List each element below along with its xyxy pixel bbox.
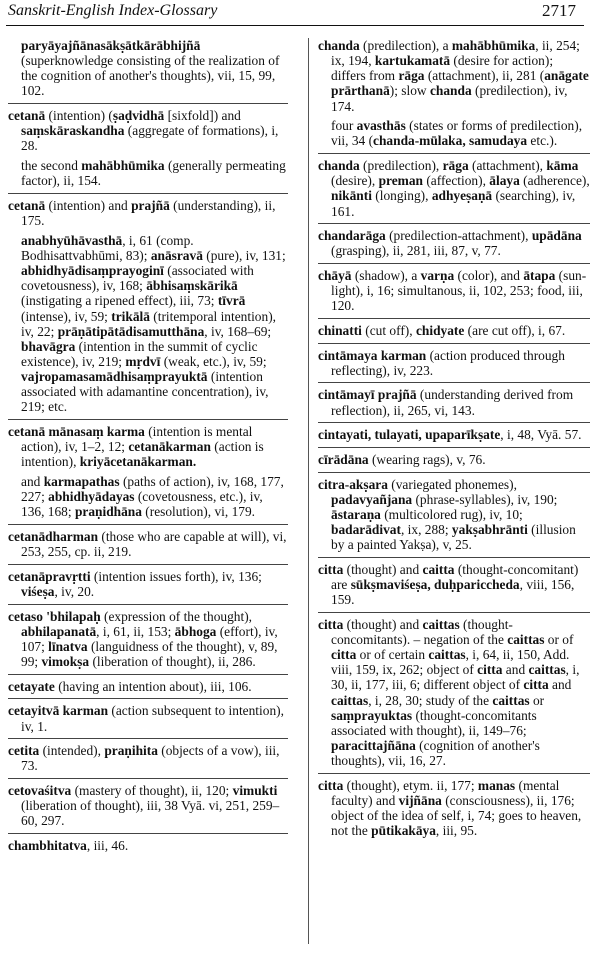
entry-separator — [318, 557, 590, 558]
entry-separator — [8, 604, 288, 605]
glossary-entry: cetanā (intention) (ṣaḍvidhā [sixfold]) and saṃskāraskandha (aggregate of formations), i, 28. — [8, 108, 279, 154]
glossary-entry: cetayate (having an intention about), iii, 106. — [8, 678, 252, 694]
entry-separator — [8, 524, 288, 525]
glossary-entry: chanda (predilection), rāga (attachment), kāma (desire), preman (affection), ālaya (adherence), nikānti (longing), adhyeṣaṇā (searching), iv, 161. — [318, 158, 590, 219]
entry-separator — [318, 472, 590, 473]
glossary-subentry: and karmapathas (paths of action), iv, 168, 177, 227; abhidhyādayas (covetousness, etc.), iv, 136, 168; praṇidhāna (resolution), vi, 179. — [21, 474, 284, 520]
entry-separator — [8, 564, 288, 565]
glossary-entry: citta (thought), etym. ii, 177; manas (mental faculty) and vijñāna (consciousness), ii, 176; object of the idea of self, i, 74; goes to heaven, not the pūtikakāya, iii, 95. — [318, 777, 582, 839]
glossary-subentry: four avasthās (states or forms of predilection), vii, 34 (chanda-mūlaka, samudaya etc.). — [331, 118, 583, 149]
glossary-entry: cīrādāna (wearing rags), v, 76. — [318, 451, 486, 467]
entry-separator — [8, 738, 288, 739]
glossary-entry: cetaso 'bhilapaḥ (expression of the thought), abhilapanatā, i, 61, ii, 153; ābhoga (effort), iv, 107; līnatva (languidness of the thought), v, 89, 99; vimokṣa (liberation of thought), ii, 286. — [8, 608, 278, 670]
entry-separator — [318, 318, 590, 319]
glossary-entry: cetayitvā karman (action subsequent to intention), iv, 1. — [8, 703, 284, 734]
glossary-entry: cetanā mānasaṃ karma (intention is mental action), iv, 1–2, 12; cetanākarman (action is intention), kriyācetanākarman. — [8, 424, 264, 470]
entry-separator — [8, 833, 288, 834]
entry-separator — [318, 223, 590, 224]
entry-separator — [318, 382, 590, 383]
running-title: Sanskrit-English Index-Glossary — [8, 2, 218, 19]
glossary-subentry: anabhyūhāvasthā, i, 61 (comp. Bodhisattvabhūmi, 83); anāsravā (pure), iv, 131; abhidhyādisaṃprayoginī (associated with covetousness), iv, 168; ābhisaṃskārikā (instigating a ripened effect), iii, 73; tīvrā (intense), iv, 59; trikālā (tritemporal intention), iv, 22; prāṇātipātādisamutthāna, iv, 168–69; bhavāgra (intention in the summit of cyclic existence), iv, 219; mṛdvī (weak, etc.), iv, 59; vajropamasamādhisaṃprayuktā (intention associated with adamantine concentration), iv, 219; etc. — [21, 232, 286, 415]
entry-separator — [8, 778, 288, 779]
glossary-subentry: paryāyajñānasākṣātkārābhijñā (superknowledge consisting of the realization of the cognition of another's thoughts), vii, 15, 99, 102. — [21, 38, 280, 99]
entry-separator — [318, 773, 590, 774]
glossary-entry: cetita (intended), praṇihita (objects of a vow), iii, 73. — [8, 743, 280, 774]
glossary-entry: citra-akṣara (variegated phonemes), padavyañjana (phrase-syllables), iv, 190; āstaraṇa (multicolored rug), iv, 10; badarādivat, ix, 288; yakṣabhrānti (illusion by a painted Yakṣa), v, 25. — [318, 476, 576, 553]
entry-separator — [318, 422, 590, 423]
entry-separator — [318, 343, 590, 344]
glossary-entry: chāyā (shadow), a varṇa (color), and ātapa (sun-light), i, 16; simultanous, ii, 102, 253; food, iii, 120. — [318, 268, 587, 314]
glossary-entry: citta (thought) and caitta (thought-concomitant) are sūkṣmaviśeṣa, duḥparicchedа, viii, 156, 159. — [318, 561, 579, 608]
entry-separator — [8, 674, 288, 675]
glossary-entry: cetovaśitva (mastery of thought), ii, 120; vimukti (liberation of thought), iii, 38 Vyā. vi, 251, 259–60, 297. — [8, 783, 280, 829]
entry-separator — [8, 193, 288, 194]
glossary-entry: cetanā (intention) and prajñā (understanding), ii, 175. — [8, 197, 276, 229]
glossary-entry: chanda (predilection), a mahābhūmika, ii, 254; ix, 194, kartukamatā (desire for action); differs from rāga (attachment), ii, 281 (anāgate prārthanā); slow chanda (predilection), iv, 174. — [318, 38, 589, 114]
glossary-entry: chinatti (cut off), chidyate (are cut off), i, 67. — [318, 323, 566, 338]
column-divider — [308, 38, 309, 944]
glossary-subentry: the second mahābhūmika (generally permeating factor), ii, 154. — [21, 158, 286, 189]
glossary-entry: cetanādharman (those who are capable at will), vi, 253, 255, cp. ii, 219. — [8, 529, 287, 560]
glossary-entry: chandarāga (predilection-attachment), upādāna (grasping), ii, 281, iii, 87, v, 77. — [318, 228, 582, 259]
right-column — [318, 38, 590, 843]
glossary-entry: chambhitatva, iii, 46. — [8, 838, 129, 854]
entry-separator — [318, 263, 590, 264]
glossary-entry: cetanāpravṛtti (intention issues forth), iv, 136; viśeṣa, iv, 20. — [8, 568, 262, 599]
glossary-entry: citta (thought) and caittas (thought-concomitants). – negation of the caittas or of citta or of certain caittas, i, 64, ii, 150, Add. viii, 159, ix, 262; object of citta and caittas, i, 30, ii, 177, iii, 6; different object of citta and caittas, i, 28, 30; study of the caittas or saṃprayuktas (thought-concomitants associated with thought), ii, 149–76; paracittajñāna (cognition of another's thoughts), vii, 16, 27. — [318, 616, 580, 769]
entry-separator — [8, 419, 288, 420]
header-rule — [6, 25, 584, 26]
left-column — [8, 38, 288, 858]
entry-separator — [8, 698, 288, 699]
page-header — [0, 0, 600, 34]
entry-separator — [8, 103, 288, 104]
glossary-entry: cintāmayī prajñā (understanding derived from reflection), ii, 265, vi, 143. — [318, 387, 574, 418]
glossary-entry: cintāmaya karman (action produced through reflecting), iv, 223. — [318, 347, 565, 378]
page-number: 2717 — [542, 1, 576, 20]
glossary-entry: cintayati, tulayati, upaparīkṣate, i, 48, Vyā. 57. — [318, 427, 582, 443]
entry-separator — [318, 153, 590, 154]
entry-separator — [318, 447, 590, 448]
entry-separator — [318, 612, 590, 613]
